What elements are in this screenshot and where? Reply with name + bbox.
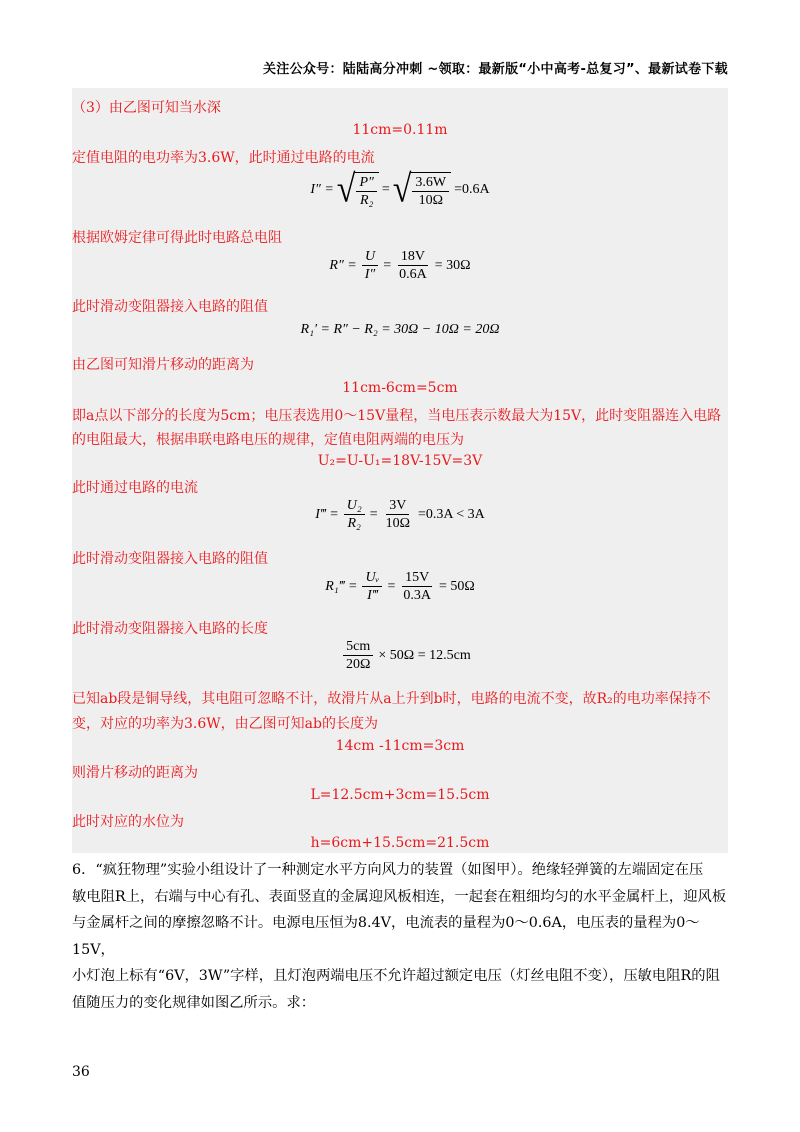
formula-current-2 (72, 498, 728, 531)
solution-line: 11cm=0.11m (352, 122, 448, 138)
formula-current-1: I″ = √ $\frac{P''}{\text{R₂}}$ = √ $\frac{3.6W}{10\Omega}$ =0.6A (310, 168, 490, 211)
question-line: 6．“疯狂物理”实验小组设计了一种测定水平方向风力的装置（如图甲）。绝缘轻弹簧的左端固定在压 (72, 862, 704, 878)
frac-den: 20Ω (346, 657, 371, 672)
solution-line: 的电阻最大，根据串联电路电压的规律，定值电阻两端的电压为 (72, 432, 464, 448)
solution-line: （3）由乙图可知当水深 (72, 100, 221, 116)
solution-line: 此时对应的水位为 (72, 814, 184, 830)
solution-line: 此时通过电路的电流 (72, 480, 198, 496)
frac-den: 10Ω (385, 516, 411, 531)
frac-num: Uᵥ (365, 570, 380, 585)
question-6 (72, 857, 732, 1016)
solution-line: 根据欧姆定律可得此时电路总电阻 (72, 230, 282, 246)
solution-line: 定值电阻的电功率为3.6W，此时通过电路的电流 (72, 150, 375, 166)
frac-num: 15V (402, 570, 432, 587)
frac-den: I‴ (367, 588, 378, 603)
frac-den: 10Ω (418, 193, 443, 208)
formula-rheostat-2 (72, 570, 728, 603)
page-number: 36 (72, 1064, 90, 1080)
solution-line: 此时滑动变阻器接入电路的长度 (72, 621, 268, 637)
solution-line: 变，对应的功率为3.6W，由乙图可知ab的长度为 (72, 716, 378, 732)
page-header: 关注公众号：陆陆高分冲刺 ~领取：最新版“小中高考-总复习”、最新试卷下载 (262, 62, 728, 77)
formula-rhs: = 50Ω (439, 578, 475, 594)
formula-eq: = (381, 182, 390, 197)
frac-num: 5cm (343, 639, 373, 656)
frac-num: P″ (359, 175, 374, 190)
frac-num: U (364, 249, 376, 264)
formula-rhs: =0.3A < 3A (418, 506, 485, 522)
formula-lhs: I‴ = (315, 506, 339, 522)
solution-line: 则滑片移动的距离为 (72, 765, 198, 781)
solution-line: 14cm -11cm=3cm (335, 738, 465, 754)
question-line: 与金属杆之间的摩擦忽略不计。电源电压恒为8.4V，电流表的量程为0～0.6A，电压表的量程为0～15V， (72, 915, 700, 958)
solution-line: 即a点以下部分的长度为5cm；电压表选用0～15V量程，当电压表示数最大为15V，此时变阻器连入电路 (72, 408, 722, 424)
question-line: 小灯泡上标有“6V，3W”字样，且灯泡两端电压不允许超过额定电压（灯丝电阻不变），压敏电阻R的阻 (72, 968, 720, 984)
solution-line: 由乙图可知滑片移动的距离为 (72, 357, 254, 373)
solution-line: L=12.5cm+3cm=15.5cm (310, 787, 490, 803)
solution-line: 此时滑动变阻器接入电路的阻值 (72, 299, 268, 315)
frac-num: 18V (398, 249, 428, 266)
formula-eq: = (387, 578, 396, 594)
frac-num: 3V (386, 498, 409, 515)
formula-resistance-total (72, 249, 728, 282)
formula-rhs: = 30Ω (434, 257, 471, 273)
solution-line: 此时滑动变阻器接入电路的阻值 (72, 551, 268, 567)
frac-den: 0.3A (403, 588, 431, 603)
formula-eq: = (383, 257, 392, 273)
formula-text: R₁′ = R″ − R₂ = 30Ω − 10Ω = 20Ω (300, 322, 500, 337)
formula-lhs: I″ = (310, 182, 334, 197)
question-line: 敏电阻R上，右端与中心有孔、表面竖直的金属迎风板相连，一起套在粗细均匀的水平金属杆上，迎风板 (72, 888, 727, 905)
solution-line: U₂=U-U₁=18V-15V=3V (317, 453, 483, 469)
formula-lhs: R″ = (329, 257, 357, 273)
frac-den: R₂ (359, 193, 374, 208)
formula-rhs: × 50Ω = 12.5cm (378, 647, 471, 663)
formula-length (341, 639, 471, 672)
frac-den: 0.6A (399, 267, 427, 282)
solution-line: 11cm-6cm=5cm (342, 380, 458, 396)
frac-den: R₂ (347, 516, 361, 531)
frac-num: 3.6W (412, 175, 449, 192)
formula-eq: = (369, 506, 378, 522)
frac-den: I″ (364, 267, 376, 282)
formula-lhs: R₁‴ = (325, 578, 358, 594)
formula-rhs: =0.6A (454, 182, 490, 197)
solution-line: 已知ab段是铜导线，其电阻可忽略不计，故滑片从a上升到b时，电路的电流不变，故R₂的电功率保持不 (72, 691, 711, 707)
formula-rheostat-1 (72, 322, 728, 338)
solution-line: h=6cm+15.5cm=21.5cm (310, 835, 490, 851)
frac-num: U₂ (346, 498, 362, 513)
question-line: 值随压力的变化规律如图乙所示。求： (72, 994, 316, 1011)
